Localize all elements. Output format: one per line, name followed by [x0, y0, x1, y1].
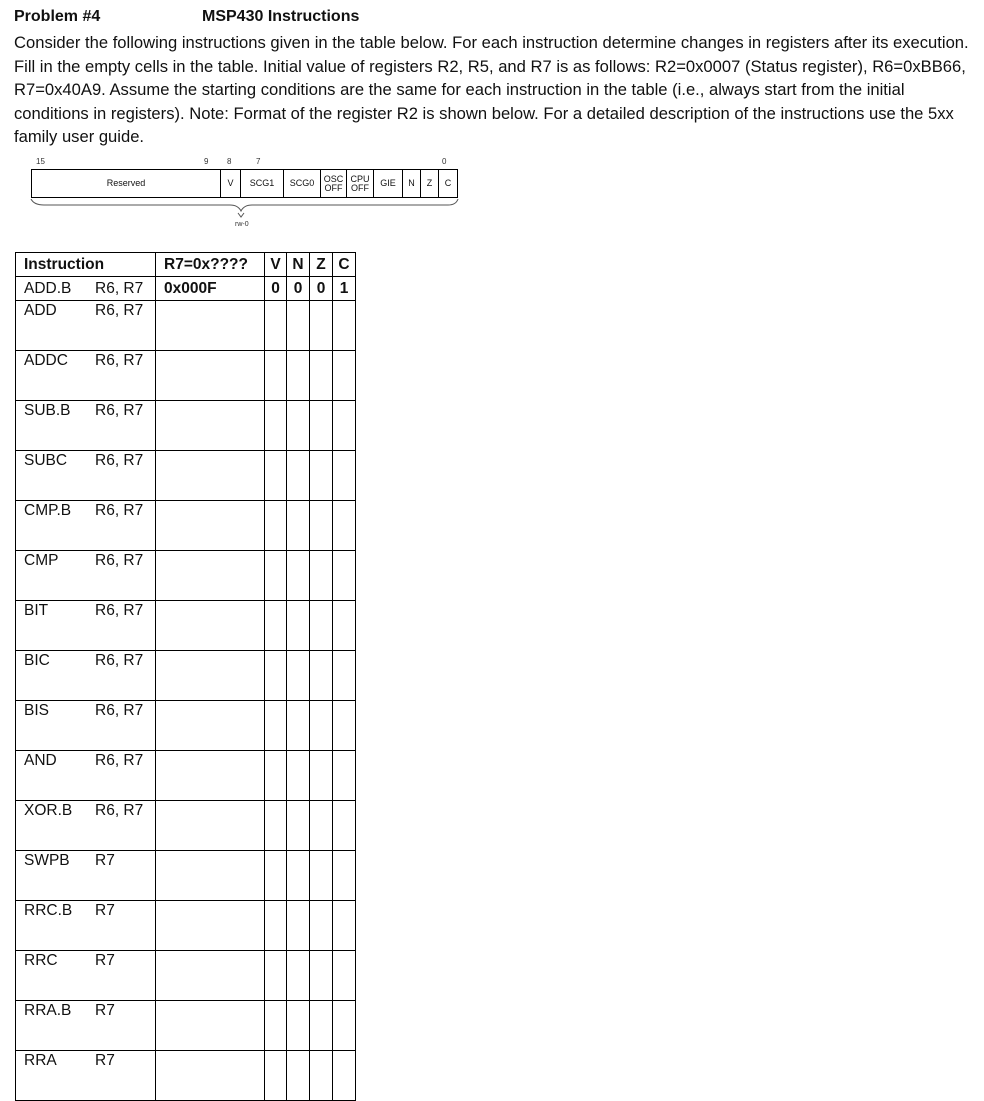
field-oscoff-top: OSC [323, 173, 344, 184]
flag-n-cell[interactable] [287, 301, 310, 351]
flag-v-cell[interactable] [265, 801, 287, 851]
flag-c-cell[interactable] [333, 401, 356, 451]
instruction-op: RRC [24, 952, 58, 969]
header-c: C [333, 253, 356, 277]
access-note: rw-0 [235, 221, 249, 228]
flag-v-cell[interactable] [265, 401, 287, 451]
instruction-operands: R6, R7 [95, 302, 144, 319]
field-cpuoff [346, 170, 373, 197]
flag-n-cell[interactable] [287, 451, 310, 501]
result-cell[interactable] [156, 701, 265, 751]
flag-n-cell[interactable] [287, 651, 310, 701]
flag-c-cell[interactable] [333, 451, 356, 501]
flag-z-cell[interactable] [310, 701, 333, 751]
header-z: Z [310, 253, 333, 277]
flag-z-cell[interactable] [310, 451, 333, 501]
flag-z-cell[interactable] [310, 601, 333, 651]
instruction-operands: R6, R7 [95, 752, 144, 769]
result-cell[interactable] [156, 601, 265, 651]
instruction-op: CMP.B [24, 502, 72, 519]
instruction-cell [16, 851, 156, 901]
flag-n-cell[interactable] [287, 401, 310, 451]
instruction-operands: R6, R7 [95, 452, 144, 469]
instruction-table [15, 252, 356, 1101]
flag-c-cell[interactable] [333, 301, 356, 351]
flag-z-cell[interactable] [310, 901, 333, 951]
example-op: ADD.B [24, 279, 72, 297]
flag-z-cell[interactable] [310, 551, 333, 601]
field-v: V [220, 170, 240, 197]
instruction-cell [16, 901, 156, 951]
example-v: 0 [265, 277, 287, 301]
instruction-operands: R6, R7 [95, 652, 144, 669]
field-c: C [438, 170, 457, 197]
flag-c-cell[interactable] [333, 951, 356, 1001]
instruction-cell [16, 751, 156, 801]
flag-z-cell[interactable] [310, 1051, 333, 1101]
field-gie: GIE [373, 170, 402, 197]
field-scg0: SCG0 [283, 170, 320, 197]
result-cell[interactable] [156, 951, 265, 1001]
flag-v-cell[interactable] [265, 551, 287, 601]
flag-n-cell[interactable] [287, 551, 310, 601]
header-n: N [287, 253, 310, 277]
flag-c-cell[interactable] [333, 651, 356, 701]
result-cell[interactable] [156, 751, 265, 801]
flag-v-cell[interactable] [265, 701, 287, 751]
instruction-operands: R6, R7 [95, 402, 144, 419]
instruction-op: RRC.B [24, 902, 73, 919]
instruction-op: ADD [24, 302, 57, 319]
instruction-op: BIT [24, 602, 49, 619]
instruction-operands: R7 [95, 852, 115, 869]
table-row [16, 551, 356, 601]
field-n: N [402, 170, 420, 197]
instruction-op: SUBC [24, 452, 68, 469]
flag-c-cell[interactable] [333, 901, 356, 951]
flag-c-cell[interactable] [333, 701, 356, 751]
bit-label-7: 7 [256, 157, 261, 166]
field-oscoff [320, 170, 346, 197]
flag-v-cell[interactable] [265, 351, 287, 401]
field-z: Z [420, 170, 438, 197]
flag-v-cell[interactable] [265, 451, 287, 501]
field-oscoff-bottom: OFF [324, 182, 343, 193]
table-row [16, 501, 356, 551]
instruction-op: SWPB [24, 852, 70, 869]
instruction-op: BIC [24, 652, 50, 669]
instruction-op: XOR.B [24, 802, 73, 819]
result-cell[interactable] [156, 851, 265, 901]
flag-c-cell[interactable] [333, 601, 356, 651]
example-row [16, 277, 356, 301]
flag-z-cell[interactable] [310, 401, 333, 451]
instruction-operands: R7 [95, 1052, 115, 1069]
instruction-cell [16, 301, 156, 351]
instruction-op: SUB.B [24, 402, 71, 419]
flag-n-cell[interactable] [287, 801, 310, 851]
flag-c-cell[interactable] [333, 801, 356, 851]
example-z: 0 [310, 277, 333, 301]
result-cell[interactable] [156, 1051, 265, 1101]
instruction-operands: R6, R7 [95, 602, 144, 619]
example-operands: R6, R7 [95, 279, 144, 297]
table-row [16, 651, 356, 701]
flag-n-cell[interactable] [287, 851, 310, 901]
instruction-cell [16, 951, 156, 1001]
flag-n-cell[interactable] [287, 601, 310, 651]
table-row [16, 801, 356, 851]
flag-z-cell[interactable] [310, 801, 333, 851]
instruction-cell [16, 451, 156, 501]
field-cpuoff-top: CPU [350, 173, 370, 184]
flag-z-cell[interactable] [310, 351, 333, 401]
bit-label-8: 8 [227, 157, 232, 166]
result-cell[interactable] [156, 451, 265, 501]
flag-z-cell[interactable] [310, 751, 333, 801]
flag-v-cell[interactable] [265, 501, 287, 551]
flag-n-cell[interactable] [287, 901, 310, 951]
instruction-operands: R6, R7 [95, 702, 144, 719]
table-row [16, 701, 356, 751]
field-cpuoff-bottom: OFF [350, 182, 369, 193]
flag-c-cell[interactable] [333, 351, 356, 401]
register-r2-box [31, 169, 458, 198]
flag-n-cell[interactable] [287, 751, 310, 801]
instruction-op: RRA.B [24, 1002, 72, 1019]
result-cell[interactable] [156, 501, 265, 551]
flag-v-cell[interactable] [265, 901, 287, 951]
instruction-op: AND [24, 752, 57, 769]
instruction-cell [16, 351, 156, 401]
table-row [16, 901, 356, 951]
result-cell[interactable] [156, 401, 265, 451]
table-row [16, 951, 356, 1001]
flag-n-cell[interactable] [287, 1051, 310, 1101]
flag-z-cell[interactable] [310, 501, 333, 551]
instruction-cell [16, 1001, 156, 1051]
result-cell[interactable] [156, 551, 265, 601]
header-result: R7=0x???? [156, 253, 265, 277]
result-cell[interactable] [156, 301, 265, 351]
instruction-cell [16, 701, 156, 751]
example-instruction [16, 277, 156, 301]
flag-z-cell[interactable] [310, 851, 333, 901]
flag-v-cell[interactable] [265, 851, 287, 901]
instruction-cell [16, 601, 156, 651]
flag-c-cell[interactable] [333, 1001, 356, 1051]
instruction-cell [16, 551, 156, 601]
table-row [16, 1051, 356, 1101]
instruction-op: BIS [24, 702, 49, 719]
instruction-operands: R6, R7 [95, 502, 144, 519]
flag-c-cell[interactable] [333, 1051, 356, 1101]
flag-n-cell[interactable] [287, 701, 310, 751]
flag-z-cell[interactable] [310, 651, 333, 701]
result-cell[interactable] [156, 1001, 265, 1051]
table-row [16, 401, 356, 451]
field-scg1: SCG1 [240, 170, 283, 197]
instruction-cell [16, 651, 156, 701]
table-row [16, 851, 356, 901]
result-cell[interactable] [156, 651, 265, 701]
result-cell[interactable] [156, 901, 265, 951]
flag-z-cell[interactable] [310, 301, 333, 351]
flag-c-cell[interactable] [333, 551, 356, 601]
result-cell[interactable] [156, 351, 265, 401]
table-row [16, 351, 356, 401]
instruction-operands: R7 [95, 1002, 115, 1019]
header-instruction: Instruction [16, 253, 156, 277]
flag-c-cell[interactable] [333, 851, 356, 901]
flag-v-cell[interactable] [265, 601, 287, 651]
table-row [16, 1001, 356, 1051]
example-n: 0 [287, 277, 310, 301]
flag-v-cell[interactable] [265, 951, 287, 1001]
table-header-row [16, 253, 356, 277]
instruction-operands: R6, R7 [95, 352, 144, 369]
bit-label-15: 15 [36, 157, 45, 166]
flag-n-cell[interactable] [287, 1001, 310, 1051]
flag-v-cell[interactable] [265, 301, 287, 351]
flag-v-cell[interactable] [265, 1001, 287, 1051]
flag-z-cell[interactable] [310, 1001, 333, 1051]
flag-n-cell[interactable] [287, 951, 310, 1001]
table-row [16, 751, 356, 801]
problem-number: Problem #4 [14, 8, 101, 25]
instruction-op: CMP [24, 552, 59, 569]
table-row [16, 301, 356, 351]
header-v: V [265, 253, 287, 277]
table-row [16, 451, 356, 501]
example-result: 0x000F [156, 277, 265, 301]
field-reserved: Reserved [106, 178, 146, 188]
result-cell[interactable] [156, 801, 265, 851]
instruction-cell [16, 401, 156, 451]
instruction-cell [16, 501, 156, 551]
problem-title: MSP430 Instructions [202, 8, 360, 25]
flag-c-cell[interactable] [333, 501, 356, 551]
instruction-operands: R7 [95, 902, 115, 919]
instruction-operands: R6, R7 [95, 802, 144, 819]
flag-c-cell[interactable] [333, 751, 356, 801]
instruction-op: RRA [24, 1052, 57, 1069]
table-row [16, 601, 356, 651]
flag-v-cell[interactable] [265, 1051, 287, 1101]
bit-label-0: 0 [442, 157, 447, 166]
instruction-operands: R7 [95, 952, 115, 969]
instruction-cell [16, 801, 156, 851]
flag-z-cell[interactable] [310, 951, 333, 1001]
flag-n-cell[interactable] [287, 501, 310, 551]
flag-v-cell[interactable] [265, 651, 287, 701]
bit-label-9: 9 [204, 157, 209, 166]
flag-n-cell[interactable] [287, 351, 310, 401]
example-c: 1 [333, 277, 356, 301]
instruction-cell [16, 1051, 156, 1101]
instruction-op: ADDC [24, 352, 68, 369]
problem-description: Consider the following instructions given in the table below. For each instruction determine changes in registers after its execution. Fill in the empty cells in the table. Initial value of registers R2, R5, and R7 is as follows: R2=0x0007 (Status register), R6=0xBB66, R7=0x40A9. Assume the starting conditions are the same for each instruction in the table (i.e., always start from the initial conditions in registers). Note: Format of the register R2 is shown below. For a detailed description of the instructions use the 5xx family user guide. [14, 33, 969, 147]
instruction-operands: R6, R7 [95, 552, 144, 569]
flag-v-cell[interactable] [265, 751, 287, 801]
